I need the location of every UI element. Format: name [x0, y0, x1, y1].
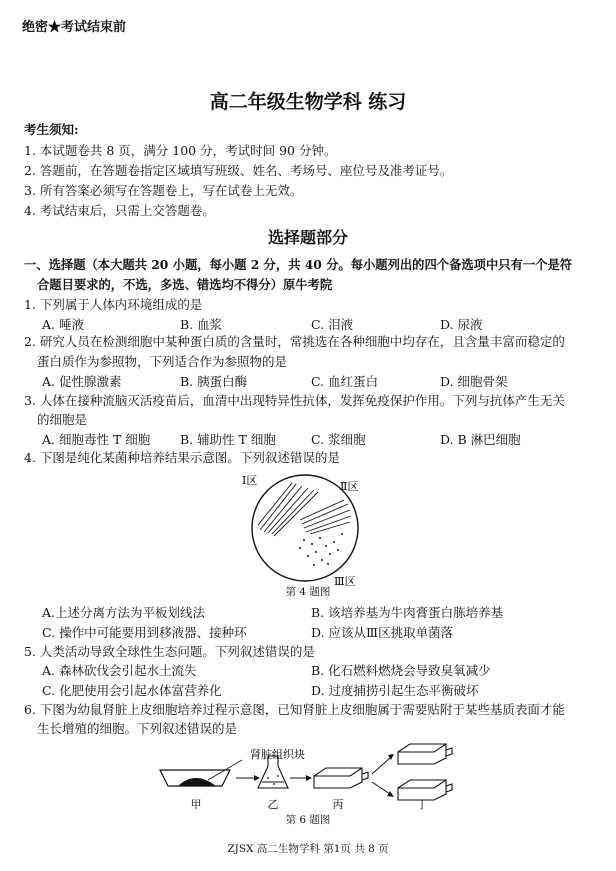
notice-item: 4. 考试结束后，只需上交答题卷。: [24, 203, 215, 218]
page-title: 高二年级生物学科 练习: [209, 91, 407, 113]
question-6-stem: 6. 下图为幼鼠肾脏上皮细胞培养过程示意图，已知肾脏上皮细胞属于需要贴附于某些基质表面才能: [24, 702, 565, 717]
q4-option-a: A.上述分离方法为平板划线法: [42, 605, 206, 620]
figure-6-caption: 第 6 题图: [285, 814, 331, 826]
q3-option-d: D. B 淋巴细胞: [440, 432, 521, 447]
q3-option-b: B. 辅助性 T 细胞: [180, 432, 276, 447]
zone-2-label: Ⅱ区: [340, 480, 359, 493]
question-1-stem: 1. 下列属于人体内环境组成的是: [24, 297, 203, 312]
confidential-mark: 绝密★考试结束前: [22, 20, 127, 35]
q2-option-d: D. 细胞骨架: [440, 374, 508, 389]
q2-option-b: B. 胰蛋白酶: [180, 374, 248, 389]
dish-jia: [160, 760, 242, 786]
question-2-stem-cont: 蛋白质作为参照物，下列适合作为参照物的是: [37, 354, 288, 369]
question-5-stem: 5. 人类活动导致全球性生态问题。下列叙述错误的是: [24, 644, 315, 659]
question-6-stem-cont: 生长增殖的细胞。下列叙述错误的是: [37, 721, 238, 736]
stage-bing: 丙: [332, 798, 344, 810]
question-3-stem: 3. 人体在接种流脑灭活疫苗后，血清中出现特异性抗体，发挥免疫保护作用。下列与抗体产生无关: [24, 393, 565, 408]
q5-option-a: A. 森林砍伐会引起水土流失: [42, 663, 197, 678]
tissue-label: 肾脏组织块: [250, 748, 305, 761]
q5-option-c: C. 化肥使用会引起水体富营养化: [42, 683, 222, 698]
bottles-ding: [398, 744, 452, 800]
zone-3-colonies: [299, 533, 343, 566]
section-intro-line2: 合题目要求的，不选，多选、错选均不得分）原牛考院: [37, 277, 333, 292]
petri-dish-figure: [230, 470, 380, 588]
q3-option-c: C. 浆细胞: [311, 432, 366, 447]
q1-option-c: C. 泪液: [311, 317, 354, 332]
stage-ding: 丁: [416, 798, 428, 810]
figure-4-caption: 第 4 题图: [285, 586, 331, 598]
page-footer: ZJSX 高二生物学科 第1页 共 8 页: [227, 843, 389, 855]
stage-jia: 甲: [190, 798, 202, 810]
q5-option-d: D. 过度捕捞引起生态平衡破坏: [311, 683, 479, 698]
q2-option-a: A. 促性腺激素: [42, 374, 122, 389]
q1-option-a: A. 唾液: [42, 317, 84, 332]
zone-3-label: Ⅲ区: [334, 575, 356, 588]
cell-culture-figure: [150, 738, 480, 810]
notice-item: 3. 所有答案必须写在答题卷上，写在试卷上无效。: [24, 183, 303, 198]
q4-option-c: C. 操作中可能要用到移液器、接种环: [42, 625, 247, 640]
q1-option-d: D. 尿液: [440, 317, 483, 332]
q2-option-c: C. 血红蛋白: [311, 374, 379, 389]
question-2-stem: 2. 研究人员在检测细胞中某种蛋白质的含量时，常挑选在各种细胞中均存在，且含量丰富而稳定的: [24, 334, 565, 349]
notice-item: 1. 本试题卷共 8 页，满分 100 分，考试时间 90 分钟。: [24, 143, 337, 158]
zone-2-streaks: [300, 500, 351, 534]
question-3-stem-cont: 的细胞是: [37, 412, 88, 427]
q4-option-b: B. 该培养基为牛肉膏蛋白胨培养基: [311, 605, 504, 620]
q4-option-d: D. 应该从Ⅲ区挑取单菌落: [311, 625, 454, 640]
q3-option-a: A. 细胞毒性 T 细胞: [42, 432, 151, 447]
q5-option-b: B. 化石燃料燃烧会导致臭氧减少: [311, 663, 491, 678]
question-4-stem: 4. 下图是纯化某菌种培养结果示意图。下列叙述错误的是: [24, 450, 340, 465]
section-title: 选择题部分: [267, 228, 348, 247]
notice-heading: 考生须知:: [24, 122, 79, 137]
q1-option-b: B. 血浆: [180, 317, 223, 332]
bottle-bing: [314, 768, 368, 788]
section-intro-line1: 一、选择题（本大题共 20 小题，每小题 2 分，共 40 分。每小题列出的四个备选项中只有一个是符: [24, 257, 573, 272]
zone-1-label: Ⅰ区: [242, 474, 258, 487]
notice-item: 2. 答题前，在答题卷指定区域填写班级、姓名、考场号、座位号及准考证号。: [24, 163, 453, 178]
stage-yi: 乙: [267, 798, 279, 810]
